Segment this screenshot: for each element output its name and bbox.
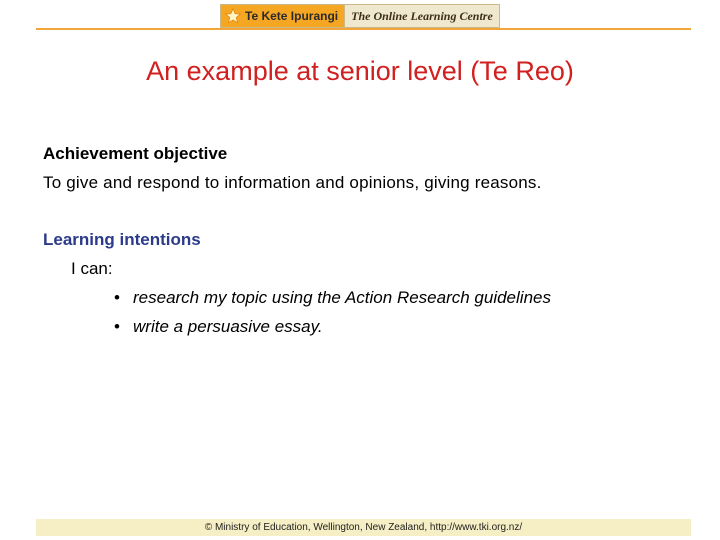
objective-text: To give and respond to information and opinions, giving reasons.	[43, 173, 542, 192]
slide-title: An example at senior level (Te Reo)	[146, 56, 574, 86]
list-item	[114, 288, 551, 317]
brand-name: Te Kete Ipurangi	[245, 9, 339, 23]
banner-brand	[221, 5, 344, 27]
bullet-icon: •	[114, 288, 120, 307]
intention-text: write a persuasive essay.	[133, 317, 323, 336]
footer	[36, 519, 691, 536]
intention-text: research my topic using the Action Research guidelines	[133, 288, 551, 307]
intentions-lead: I can:	[71, 259, 113, 278]
brand-tagline: The Online Learning Centre	[351, 8, 493, 23]
intentions-list	[114, 288, 551, 346]
list-item	[114, 317, 551, 346]
header-divider	[36, 28, 691, 30]
intentions-heading: Learning intentions	[43, 230, 201, 249]
star-icon	[225, 8, 241, 24]
footer-copyright: © Ministry of Education, Wellington, New Zealand, http://www.tki.org.nz/	[204, 522, 523, 533]
bullet-icon: •	[114, 317, 120, 336]
banner-tagline	[344, 5, 499, 27]
objective-heading: Achievement objective	[43, 144, 228, 163]
tki-banner[interactable]	[220, 4, 500, 28]
